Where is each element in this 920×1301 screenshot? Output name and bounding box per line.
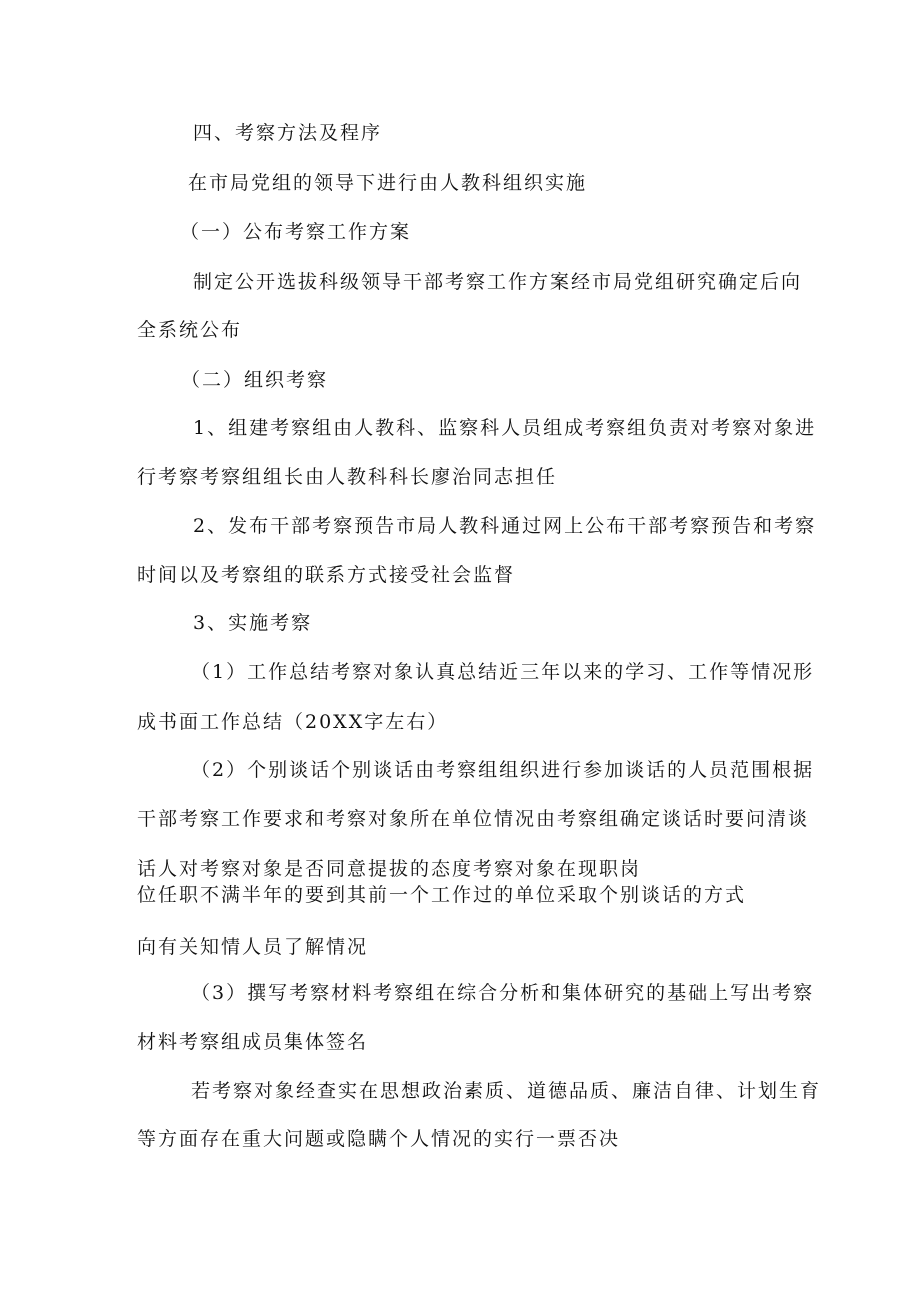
paragraph-line: （1）工作总结考察对象认真总结近三年以来的学习、工作等情况形 xyxy=(191,661,815,683)
paragraph-line: 3、实施考察 xyxy=(193,612,313,634)
paragraph-line: 材料考察组成员集体签名 xyxy=(137,1031,369,1053)
paragraph-line: 位任职不满半年的要到其前一个工作过的单位采取个别谈话的方式 xyxy=(137,884,747,906)
paragraph-line: 行考察考察组组长由人教科科长廖治同志担任 xyxy=(137,466,558,488)
subsection-heading: （二）组织考察 xyxy=(181,369,329,391)
paragraph-line: 话人对考察对象是否同意提拔的态度考察对象在现职岗 xyxy=(137,858,642,880)
paragraph-line: 成书面工作总结（20XX字左右） xyxy=(137,711,449,733)
paragraph-line: 干部考察工作要求和考察对象所在单位情况由考察组确定谈话时要问清谈 xyxy=(137,808,810,830)
paragraph-line: 制定公开选拔科级领导干部考察工作方案经市局党组研究确定后向 xyxy=(193,271,803,293)
paragraph-line: （2）个别谈话个别谈话由考察组组织进行参加谈话的人员范围根据 xyxy=(191,759,815,781)
paragraph-line: 2、发布干部考察预告市局人教科通过网上公布干部考察预告和考察 xyxy=(193,515,817,537)
subsection-heading: （一）公布考察工作方案 xyxy=(180,221,412,243)
paragraph-line: 若考察对象经查实在思想政治素质、道德品质、廉洁自律、计划生育 xyxy=(191,1080,822,1102)
section-heading: 四、考察方法及程序 xyxy=(193,122,383,144)
paragraph-line: 等方面存在重大问题或隐瞒个人情况的实行一票否决 xyxy=(137,1128,621,1150)
paragraph-line: 时间以及考察组的联系方式接受社会监督 xyxy=(137,564,516,586)
paragraph-line: （3）撰写考察材料考察组在综合分析和集体研究的基础上写出考察 xyxy=(191,982,815,1004)
paragraph-line: 向有关知情人员了解情况 xyxy=(137,936,369,958)
paragraph-line: 在市局党组的领导下进行由人教科组织实施 xyxy=(188,172,588,194)
paragraph-line: 1、组建考察组由人教科、监察科人员组成考察组负责对考察对象进 xyxy=(193,417,817,439)
paragraph-line: 全系统公布 xyxy=(137,319,243,341)
